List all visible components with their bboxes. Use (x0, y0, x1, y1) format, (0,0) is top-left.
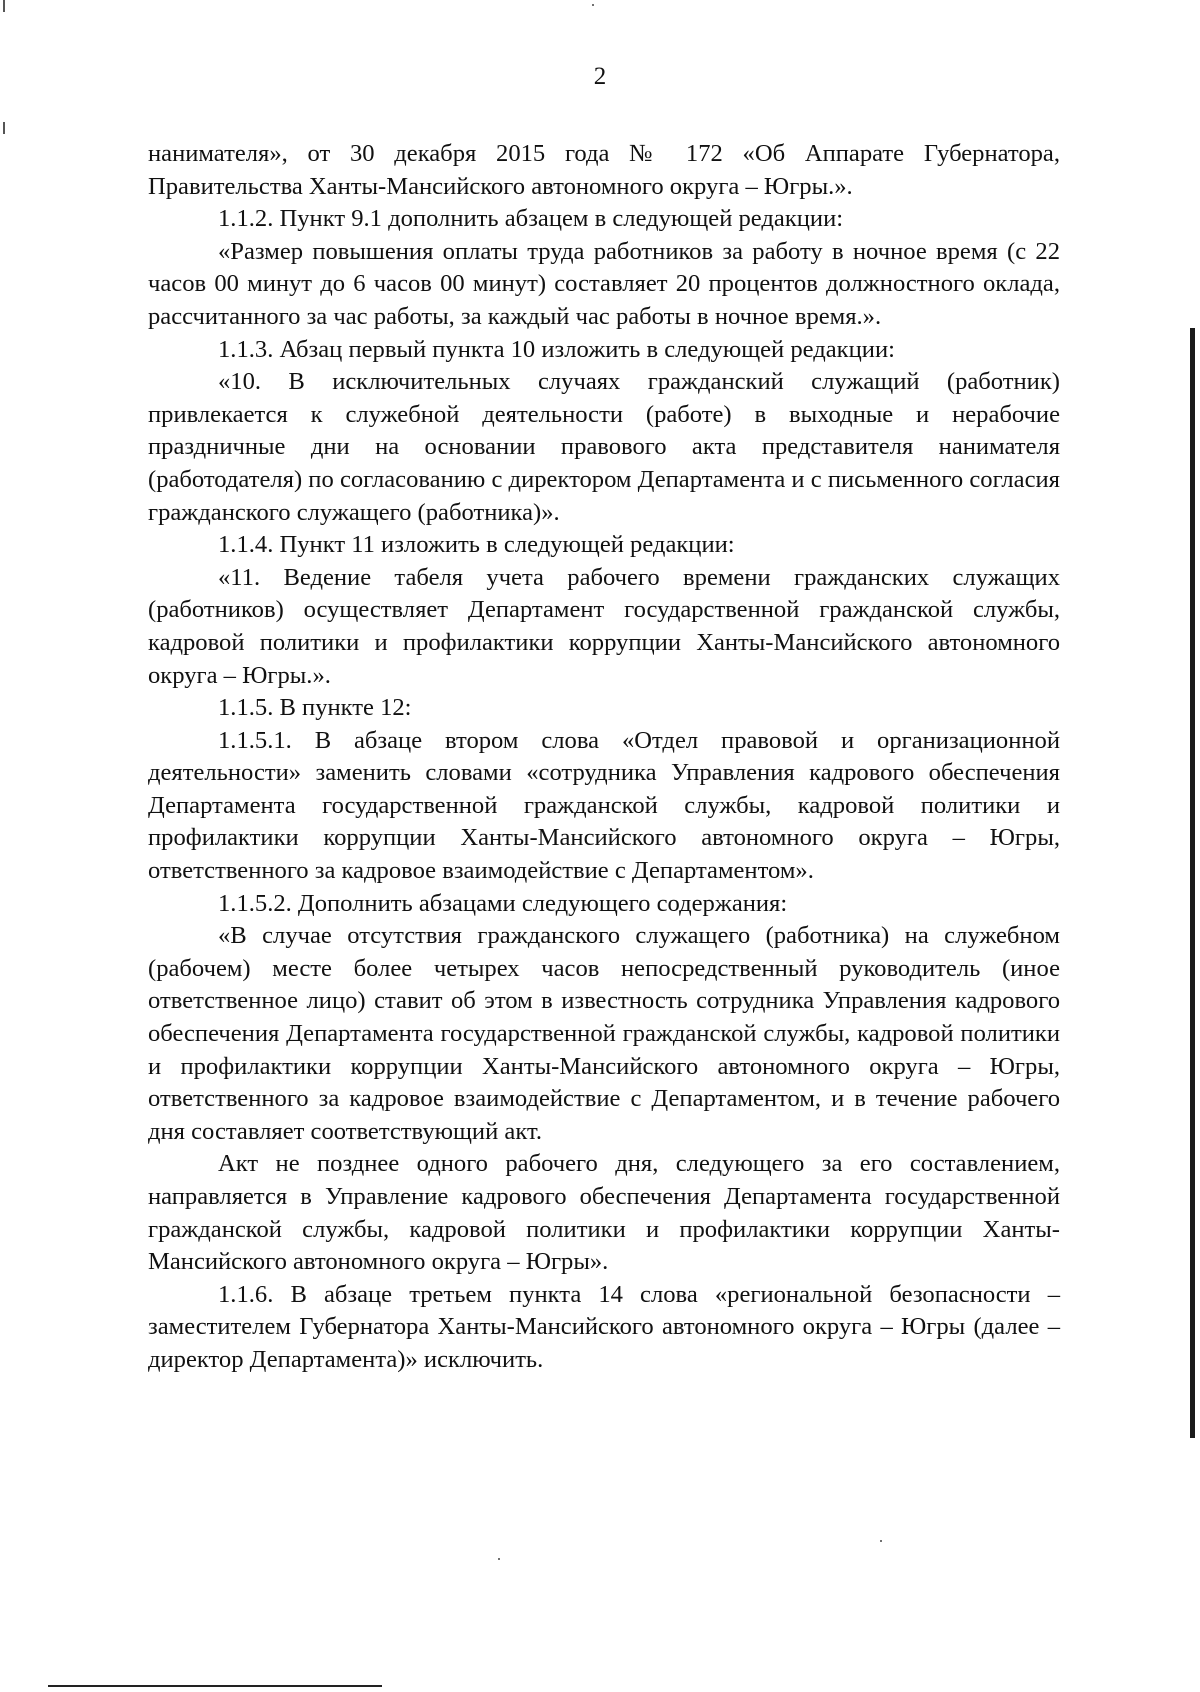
paragraph-1-1-5-1: 1.1.5.1. В абзаце втором слова «Отдел правовой и организационной деятельности» заменить словами «сотрудника Управления кадрового обеспечения Департамента государственной гражданской службы, кадровой политики и профилактики коррупции Ханты-Мансийского автономного округа – Югры, ответственного за кадровое взаимодействие с Департаментом». (148, 726, 1060, 885)
paragraph-1-1-6: 1.1.6. В абзаце третьем пункта 14 слова «региональной безопасности – заместителем Губернатора Ханты-Мансийского автономного округа – Югры (далее – директор Департамента)» исключить. (148, 1280, 1060, 1373)
scan-speck (880, 1540, 882, 1542)
paragraph-1-1-2: 1.1.2. Пункт 9.1 дополнить абзацем в следующей редакции: (218, 205, 844, 233)
paragraph-continuation: нанимателя», от 30 декабря 2015 года № 172 «Об Аппарате Губернатора, Правительства Ханты-Мансийского автономного округа – Югры.». (148, 140, 1060, 200)
paragraph-quote-night-pay: «Размер повышения оплаты труда работников за работу в ночное время (с 22 часов 00 минут до 6 часов 00 минут) составляет 20 процентов должностного оклада, рассчитанного за час работы, за каждый час работы в ночное время.». (148, 237, 1060, 330)
scan-tick-mark (3, 0, 5, 12)
scan-speck (592, 4, 594, 6)
paragraph-1-1-4: 1.1.4. Пункт 11 изложить в следующей редакции: (218, 531, 735, 559)
paragraph-act: Акт не позднее одного рабочего дня, следующего за его составлением, направляется в Управление кадрового обеспечения Департамента государственной гражданской службы, кадровой политики и профилактики коррупции Ханты-Мансийского автономного округа – Югры». (148, 1150, 1060, 1276)
document-body (148, 138, 1060, 1377)
paragraph-quote-point-10: «10. В исключительных случаях гражданский служащий (работник) привлекается к служебной деятельности (работе) в выходные и нерабочие праздничные дни на основании правового акта представителя нанимателя (работодателя) по согласованию с директором Департамента и с письменного согласия гражданского служащего (работника)». (148, 368, 1060, 526)
scan-speck (498, 1558, 500, 1560)
paragraph-1-1-5-2: 1.1.5.2. Дополнить абзацами следующего содержания: (218, 889, 788, 917)
paragraph-1-1-3: 1.1.3. Абзац первый пункта 10 изложить в следующей редакции: (218, 335, 895, 363)
scan-tick-mark (3, 122, 5, 134)
scan-edge-bar (1190, 328, 1195, 1438)
page-number: 2 (593, 63, 607, 90)
paragraph-1-1-5: 1.1.5. В пункте 12: (218, 694, 412, 722)
scan-bottom-line (48, 1685, 382, 1687)
paragraph-quote-point-11: «11. Ведение табеля учета рабочего времени гражданских служащих (работников) осуществляет Департамент государственной гражданской службы, кадровой политики и профилактики коррупции Ханты-Мансийского автономного округа – Югры.». (148, 563, 1060, 689)
paragraph-quote-absence: «В случае отсутствия гражданского служащего (работника) на служебном (рабочем) месте более четырех часов непосредственный руководитель (иное ответственное лицо) ставит об этом в известность сотрудника Управления кадрового обеспечения Департамента государственной гражданской службы, кадровой политики и профилактики коррупции Ханты-Мансийского автономного округа – Югры, ответственного за кадровое взаимодействие с Департаментом, и в течение рабочего дня составляет соответствующий акт. (148, 922, 1060, 1145)
